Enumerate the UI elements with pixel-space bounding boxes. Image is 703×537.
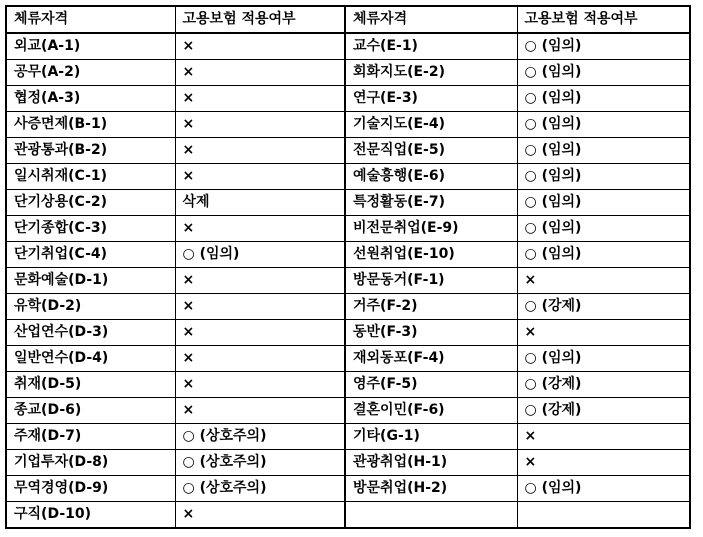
table-row: [6, 190, 690, 216]
status-cell: 단기취업(C-4): [6, 242, 175, 268]
status-cell: 재외동포(F-4): [345, 346, 517, 372]
insurance-cell: ○ (임의): [517, 476, 690, 502]
header-row: [6, 6, 690, 33]
status-cell: 선원취업(E-10): [345, 242, 517, 268]
insurance-cell: ×: [175, 216, 345, 242]
insurance-cell: ○ (임의): [517, 33, 690, 60]
status-cell: 산업연수(D-3): [6, 320, 175, 346]
table-row: [6, 164, 690, 190]
table-row: [6, 424, 690, 450]
table-row: [6, 216, 690, 242]
insurance-cell: ○ (임의): [517, 112, 690, 138]
insurance-cell: ○ (임의): [517, 164, 690, 190]
header-insurance-left: 고용보험 적용여부: [175, 6, 345, 33]
insurance-cell: ○ (상호주의): [175, 476, 345, 502]
status-cell: 일시취재(C-1): [6, 164, 175, 190]
insurance-cell: ×: [175, 86, 345, 112]
status-cell: 연구(E-3): [345, 86, 517, 112]
insurance-cell: ×: [175, 372, 345, 398]
status-cell: 교수(E-1): [345, 33, 517, 60]
table-row: [6, 372, 690, 398]
status-cell: 단기종합(C-3): [6, 216, 175, 242]
status-cell: 주재(D-7): [6, 424, 175, 450]
status-cell: 영주(F-5): [345, 372, 517, 398]
table-row: [6, 294, 690, 320]
table-row: [6, 268, 690, 294]
insurance-cell: ○ (임의): [517, 346, 690, 372]
table-row: [6, 242, 690, 268]
insurance-cell: ×: [175, 33, 345, 60]
insurance-cell: ○ (임의): [517, 60, 690, 86]
status-cell: 관광취업(H-1): [345, 450, 517, 476]
status-cell: 외교(A-1): [6, 33, 175, 60]
insurance-cell: ○ (강제): [517, 398, 690, 424]
status-cell: 종교(D-6): [6, 398, 175, 424]
insurance-cell: ×: [175, 138, 345, 164]
insurance-cell: ×: [517, 450, 690, 476]
table-row: [6, 476, 690, 502]
insurance-cell: ○ (강제): [517, 372, 690, 398]
status-cell: 전문직업(E-5): [345, 138, 517, 164]
status-cell: 특정활동(E-7): [345, 190, 517, 216]
status-cell: 동반(F-3): [345, 320, 517, 346]
insurance-cell: ○ (상호주의): [175, 424, 345, 450]
visa-insurance-table: [5, 5, 691, 529]
status-cell: 기술지도(E-4): [345, 112, 517, 138]
insurance-cell: ×: [175, 268, 345, 294]
status-cell: 무역경영(D-9): [6, 476, 175, 502]
insurance-cell: ×: [517, 320, 690, 346]
status-cell: [345, 502, 517, 529]
insurance-cell: ○ (상호주의): [175, 450, 345, 476]
insurance-cell: ×: [517, 424, 690, 450]
status-cell: 공무(A-2): [6, 60, 175, 86]
insurance-cell: ○ (임의): [517, 242, 690, 268]
table-row: [6, 60, 690, 86]
insurance-cell: ○ (강제): [517, 294, 690, 320]
table-header: [6, 6, 690, 33]
status-cell: 예술흥행(E-6): [345, 164, 517, 190]
status-cell: 일반연수(D-4): [6, 346, 175, 372]
status-cell: 기업투자(D-8): [6, 450, 175, 476]
visa-insurance-table-container: [5, 5, 691, 529]
insurance-cell: [517, 502, 690, 529]
table-row: [6, 450, 690, 476]
status-cell: 비전문취업(E-9): [345, 216, 517, 242]
insurance-cell: ×: [175, 164, 345, 190]
table-body: [6, 33, 690, 528]
status-cell: 결혼이민(F-6): [345, 398, 517, 424]
table-row: [6, 86, 690, 112]
table-row: [6, 320, 690, 346]
table-row: [6, 346, 690, 372]
insurance-cell: ○ (임의): [517, 190, 690, 216]
insurance-cell: ×: [175, 320, 345, 346]
insurance-cell: ○ (임의): [175, 242, 345, 268]
insurance-cell: 삭제: [175, 190, 345, 216]
status-cell: 관광통과(B-2): [6, 138, 175, 164]
table-row: [6, 398, 690, 424]
insurance-cell: ×: [175, 398, 345, 424]
header-status-left: 체류자격: [6, 6, 175, 33]
table-row: [6, 138, 690, 164]
header-status-right: 체류자격: [345, 6, 517, 33]
status-cell: 취재(D-5): [6, 372, 175, 398]
status-cell: 단기상용(C-2): [6, 190, 175, 216]
status-cell: 협정(A-3): [6, 86, 175, 112]
insurance-cell: ○ (임의): [517, 138, 690, 164]
status-cell: 기타(G-1): [345, 424, 517, 450]
status-cell: 사증면제(B-1): [6, 112, 175, 138]
status-cell: 방문취업(H-2): [345, 476, 517, 502]
insurance-cell: ○ (임의): [517, 86, 690, 112]
insurance-cell: ×: [175, 346, 345, 372]
status-cell: 거주(F-2): [345, 294, 517, 320]
status-cell: 유학(D-2): [6, 294, 175, 320]
insurance-cell: ×: [175, 294, 345, 320]
insurance-cell: ○ (임의): [517, 216, 690, 242]
insurance-cell: ×: [517, 268, 690, 294]
header-insurance-right: 고용보험 적용여부: [517, 6, 690, 33]
status-cell: 구직(D-10): [6, 502, 175, 529]
insurance-cell: ×: [175, 502, 345, 529]
table-row: [6, 112, 690, 138]
insurance-cell: ×: [175, 60, 345, 86]
table-row: [6, 502, 690, 529]
table-row: [6, 33, 690, 60]
status-cell: 문화예술(D-1): [6, 268, 175, 294]
status-cell: 회화지도(E-2): [345, 60, 517, 86]
status-cell: 방문동거(F-1): [345, 268, 517, 294]
insurance-cell: ×: [175, 112, 345, 138]
